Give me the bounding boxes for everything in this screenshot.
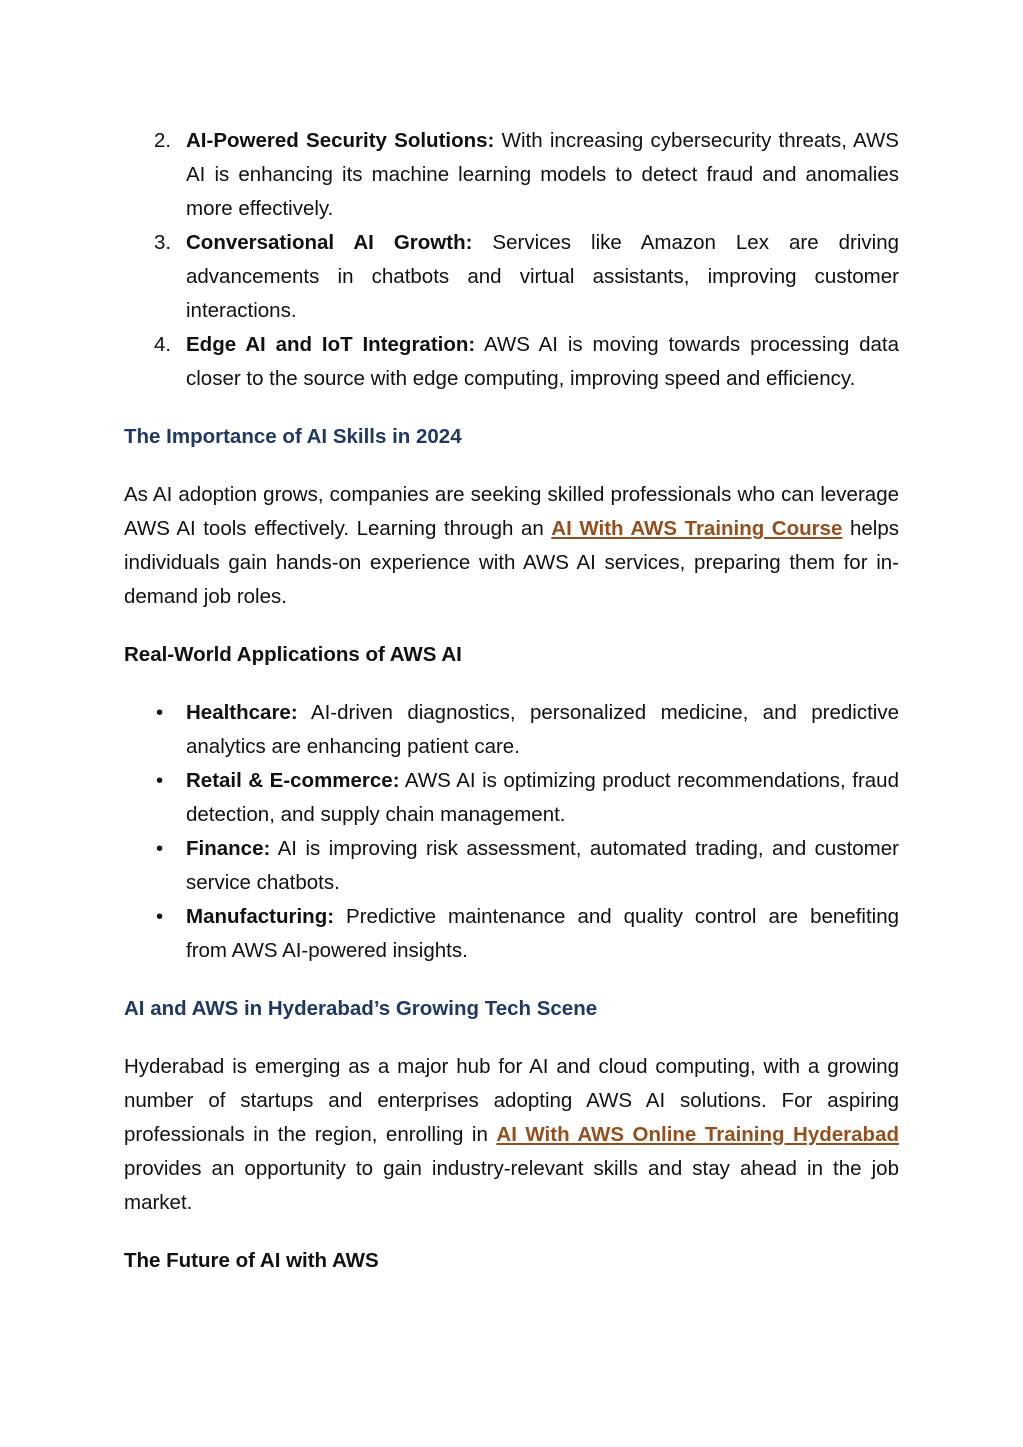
list-item bbox=[124, 900, 899, 968]
paragraph-text: As AI adoption grows, companies are seeking skilled professionals who can leverage AWS AI tools effectively. Learning through an bbox=[124, 483, 899, 540]
list-item bbox=[124, 832, 899, 900]
section-heading-importance: The Importance of AI Skills in 2024 bbox=[124, 425, 462, 448]
item-text: AI-driven diagnostics, personalized medicine, and predictive analytics are enhancing patient care. bbox=[186, 701, 899, 758]
paragraph-text: helps individuals gain hands-on experience with AWS AI services, preparing them for in-demand job roles. bbox=[124, 517, 899, 608]
section-heading-applications: Real-World Applications of AWS AI bbox=[124, 643, 462, 666]
paragraph-text: provides an opportunity to gain industry-relevant skills and stay ahead in the job market. bbox=[124, 1157, 899, 1214]
bullet-icon: • bbox=[156, 837, 164, 860]
item-text: AI is improving risk assessment, automated trading, and customer service chatbots. bbox=[186, 837, 899, 894]
list-item bbox=[124, 226, 899, 328]
item-title: Healthcare: bbox=[186, 701, 298, 724]
trends-list bbox=[124, 124, 899, 396]
list-item bbox=[124, 328, 899, 396]
bullet-icon: • bbox=[156, 905, 164, 928]
list-item bbox=[124, 764, 899, 832]
list-item bbox=[124, 124, 899, 226]
list-number: 2. bbox=[154, 129, 172, 152]
online-training-hyderabad-link[interactable]: AI With AWS Online Training Hyderabad bbox=[496, 1123, 900, 1146]
section-heading-hyderabad: AI and AWS in Hyderabad’s Growing Tech Scene bbox=[124, 997, 598, 1020]
item-title: Finance: bbox=[186, 837, 271, 860]
training-course-link[interactable]: AI With AWS Training Course bbox=[551, 517, 843, 540]
item-title: Manufacturing: bbox=[186, 905, 335, 928]
list-number: 3. bbox=[154, 231, 172, 254]
bullet-icon: • bbox=[156, 769, 164, 792]
list-number: 4. bbox=[154, 333, 172, 356]
item-title: Edge AI and IoT Integration: bbox=[186, 333, 476, 356]
content-column bbox=[124, 124, 899, 1278]
item-text: AWS AI is optimizing product recommendations, fraud detection, and supply chain management. bbox=[186, 769, 899, 826]
item-text: Services like Amazon Lex are driving advancements in chatbots and virtual assistants, improving customer interactions. bbox=[186, 231, 899, 322]
item-text: With increasing cybersecurity threats, AWS AI is enhancing its machine learning models to detect fraud and anomalies more effectively. bbox=[186, 129, 899, 220]
paragraph-text: Hyderabad is emerging as a major hub for AI and cloud computing, with a growing number of startups and enterprises adopting AWS AI solutions. For aspiring professionals in the region, enrolling in bbox=[124, 1055, 899, 1146]
item-text: AWS AI is moving towards processing data closer to the source with edge computing, improving speed and efficiency. bbox=[186, 333, 899, 390]
bullet-icon: • bbox=[156, 701, 164, 724]
item-title: AI-Powered Security Solutions: bbox=[186, 129, 495, 152]
hyderabad-paragraph bbox=[124, 1050, 899, 1220]
item-title: Conversational AI Growth: bbox=[186, 231, 473, 254]
list-item bbox=[124, 696, 899, 764]
item-title: Retail & E-commerce: bbox=[186, 769, 400, 792]
section-heading-future: The Future of AI with AWS bbox=[124, 1249, 379, 1272]
importance-paragraph bbox=[124, 478, 899, 614]
item-text: Predictive maintenance and quality control are benefiting from AWS AI-powered insights. bbox=[186, 905, 899, 962]
applications-list bbox=[124, 696, 899, 968]
